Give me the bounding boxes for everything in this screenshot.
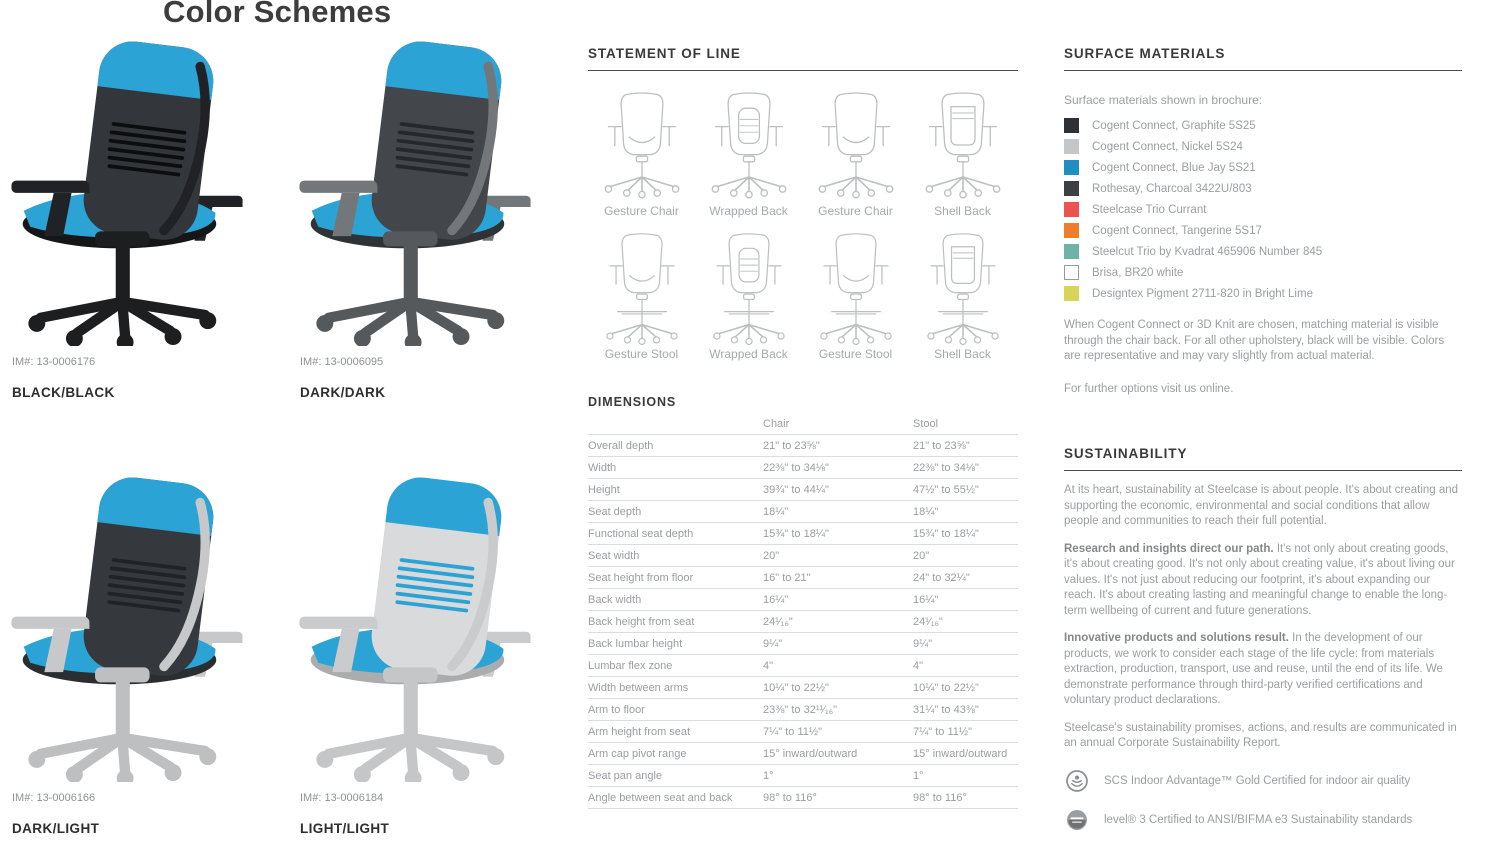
color-scheme-card bbox=[2, 472, 290, 836]
color-scheme-card bbox=[2, 36, 290, 400]
line-drawing-label: Shell Back bbox=[934, 204, 991, 218]
statement-of-line-grid bbox=[588, 87, 1018, 361]
line-drawing-item bbox=[588, 230, 695, 361]
dimension-chair-value: 21" to 23⅝" bbox=[763, 435, 913, 457]
material-label: Designtex Pigment 2711-820 in Bright Lime bbox=[1092, 287, 1313, 300]
dimension-stool-value: 4" bbox=[913, 655, 1018, 677]
dimension-chair-value: 7¼" to 11½" bbox=[763, 721, 913, 743]
certification bbox=[1064, 768, 1462, 794]
line-drawing-item bbox=[695, 230, 802, 361]
image-number: IM#: 13-0006095 bbox=[300, 356, 384, 368]
dimension-stool-value: 98° to 116° bbox=[913, 787, 1018, 809]
material-label: Cogent Connect, Tangerine 5S17 bbox=[1092, 224, 1262, 237]
line-drawing-item bbox=[909, 87, 1016, 218]
material-swatch bbox=[1064, 160, 1079, 175]
dimension-row bbox=[588, 721, 1018, 743]
line-drawing-item bbox=[695, 87, 802, 218]
dimension-row bbox=[588, 435, 1018, 457]
dimension-stool-value: 24" to 32¼" bbox=[913, 567, 1018, 589]
sustainability-heading: SUSTAINABILITY bbox=[1064, 446, 1188, 461]
dimension-label: Back lumbar height bbox=[588, 633, 763, 655]
certification bbox=[1064, 807, 1462, 833]
material-label: Rothesay, Charcoal 3422U/803 bbox=[1092, 182, 1252, 195]
section-rule bbox=[1064, 70, 1462, 71]
section-rule bbox=[588, 70, 1018, 71]
material-note: When Cogent Connect or 3D Knit are chosen, matching material is visible through the chair back. For all other upholstery, black will be visible. Colors are representative and may vary slightly from actual material. bbox=[1064, 319, 1445, 362]
scs-badge-icon bbox=[1064, 768, 1090, 794]
dimension-chair-value: 39¾" to 44¼" bbox=[763, 479, 913, 501]
dimension-chair-value: 16" to 21" bbox=[763, 567, 913, 589]
dimension-stool-value: 18¼" bbox=[913, 501, 1018, 523]
dimension-label: Height bbox=[588, 479, 763, 501]
material-swatch-list bbox=[1064, 118, 1462, 301]
material-swatch bbox=[1064, 118, 1079, 133]
dimension-row bbox=[588, 589, 1018, 611]
paragraph-text: Steelcase's sustainability promises, actions, and results are communicated in an annual Corporate Sustainability Report. bbox=[1064, 721, 1457, 749]
scheme-name: DARK/LIGHT bbox=[12, 821, 100, 836]
material-item bbox=[1064, 160, 1462, 175]
dimension-row bbox=[588, 787, 1018, 809]
dimension-chair-value: 24¹⁄₁₆" bbox=[763, 611, 913, 633]
paragraph-text: It's not only about creating goods, it's about creating good. It's not only about creating value, it's about living our values. It's not just about reducing our footprint, it's about expanding our reach. It's about creating lasting and meaningful change to enable the long-term wellbeing of current and future generations. bbox=[1064, 542, 1455, 617]
material-label: Steelcut Trio by Kvadrat 465906 Number 845 bbox=[1092, 245, 1323, 258]
image-number: IM#: 13-0006166 bbox=[12, 792, 96, 804]
dimension-row bbox=[588, 655, 1018, 677]
certification-list bbox=[1064, 768, 1462, 833]
stool-column-header: Stool bbox=[913, 413, 1018, 435]
dimension-chair-value: 4" bbox=[763, 655, 913, 677]
chair-line-icon bbox=[594, 230, 690, 346]
statement-of-line-section bbox=[588, 46, 1018, 809]
sustainability-paragraph bbox=[1064, 483, 1462, 530]
material-swatch bbox=[1064, 244, 1079, 259]
statement-of-line-heading: STATEMENT OF LINE bbox=[588, 46, 741, 61]
dimension-stool-value: 16¼" bbox=[913, 589, 1018, 611]
material-label: Brisa, BR20 white bbox=[1092, 266, 1184, 279]
options-line: For further options visit us online. bbox=[1064, 382, 1234, 395]
chair-photo bbox=[2, 36, 252, 346]
sustainability-paragraph bbox=[1064, 631, 1462, 709]
material-item bbox=[1064, 139, 1462, 154]
dimension-label: Width bbox=[588, 457, 763, 479]
dimension-stool-value: 15¾" to 18¼" bbox=[913, 523, 1018, 545]
chair-photo bbox=[290, 472, 540, 782]
dimension-stool-value: 15° inward/outward bbox=[913, 743, 1018, 765]
dimension-stool-value: 24¹⁄₁₆" bbox=[913, 611, 1018, 633]
certification-text: SCS Indoor Advantage™ Gold Certified for indoor air quality bbox=[1104, 774, 1411, 787]
material-swatch bbox=[1064, 223, 1079, 238]
material-label: Steelcase Trio Currant bbox=[1092, 203, 1207, 216]
dimension-chair-value: 20" bbox=[763, 545, 913, 567]
dimension-label: Back width bbox=[588, 589, 763, 611]
line-drawing-item bbox=[802, 230, 909, 361]
material-item bbox=[1064, 223, 1462, 238]
dimension-stool-value: 22⅜" to 34⅛" bbox=[913, 457, 1018, 479]
dimension-chair-value: 98° to 116° bbox=[763, 787, 913, 809]
sustainability-section bbox=[1064, 446, 1462, 846]
dimensions-table bbox=[588, 413, 1018, 809]
chair-line-icon bbox=[915, 230, 1011, 346]
dimension-chair-value: 18¼" bbox=[763, 501, 913, 523]
dimension-row bbox=[588, 501, 1018, 523]
dimension-row bbox=[588, 479, 1018, 501]
surface-materials-section bbox=[1064, 46, 1462, 397]
chair-line-icon bbox=[915, 87, 1011, 203]
dimension-stool-value: 20" bbox=[913, 545, 1018, 567]
dimension-label-header bbox=[588, 413, 763, 435]
dimensions-heading: DIMENSIONS bbox=[588, 395, 677, 409]
material-item bbox=[1064, 202, 1462, 217]
dimension-chair-value: 23⅜" to 32¹¹⁄₁₆" bbox=[763, 699, 913, 721]
material-item bbox=[1064, 286, 1462, 301]
image-number: IM#: 13-0006184 bbox=[300, 792, 384, 804]
color-scheme-grid bbox=[2, 36, 580, 836]
sustainability-paragraph bbox=[1064, 542, 1462, 620]
material-swatch bbox=[1064, 181, 1079, 196]
scheme-name: DARK/DARK bbox=[300, 385, 386, 400]
line-drawing-label: Gesture Chair bbox=[818, 204, 893, 218]
dimension-stool-value: 21" to 23⅝" bbox=[913, 435, 1018, 457]
material-label: Cogent Connect, Graphite 5S25 bbox=[1092, 119, 1256, 132]
material-swatch bbox=[1064, 265, 1079, 280]
dimension-stool-value: 9¼" bbox=[913, 633, 1018, 655]
certification-text: level® 3 Certified to ANSI/BIFMA e3 Sustainability standards bbox=[1104, 813, 1413, 826]
material-label: Cogent Connect, Blue Jay 5S21 bbox=[1092, 161, 1256, 174]
dimension-row bbox=[588, 699, 1018, 721]
dimension-row bbox=[588, 765, 1018, 787]
line-drawing-label: Gesture Stool bbox=[818, 347, 893, 361]
dimension-label: Width between arms bbox=[588, 677, 763, 699]
dimension-label: Back height from seat bbox=[588, 611, 763, 633]
dimensions-header-row bbox=[588, 413, 1018, 435]
dimension-row bbox=[588, 567, 1018, 589]
paragraph-text: In the development of our products, we work to consider each stage of the life cycle: from materials extraction, production, transport, use and reuse, until the end of its life. We demonstrate performance through third-party verified certifications and voluntary product declarations. bbox=[1064, 632, 1443, 706]
dimension-label: Angle between seat and back bbox=[588, 787, 763, 809]
dimension-chair-value: 1° bbox=[763, 765, 913, 787]
material-item bbox=[1064, 244, 1462, 259]
dimension-stool-value: 31¼" to 43⅜" bbox=[913, 699, 1018, 721]
chair-line-icon bbox=[594, 87, 690, 203]
sustainability-paragraph bbox=[1064, 721, 1462, 752]
chair-column-header: Chair bbox=[763, 413, 913, 435]
page-title: Color Schemes bbox=[163, 0, 392, 29]
paragraph-lead: Research and insights direct our path. bbox=[1064, 542, 1274, 555]
chair-line-icon bbox=[808, 87, 904, 203]
dimension-label: Seat pan angle bbox=[588, 765, 763, 787]
surface-materials-heading: SURFACE MATERIALS bbox=[1064, 46, 1226, 61]
dimension-row bbox=[588, 633, 1018, 655]
surface-materials-intro: Surface materials shown in brochure: bbox=[1064, 93, 1263, 107]
dimension-stool-value: 7¼" to 11½" bbox=[913, 721, 1018, 743]
level-badge-icon bbox=[1064, 807, 1090, 833]
dimension-chair-value: 9¼" bbox=[763, 633, 913, 655]
dimension-label: Overall depth bbox=[588, 435, 763, 457]
line-drawing-label: Shell Back bbox=[934, 347, 991, 361]
dimension-row bbox=[588, 545, 1018, 567]
dimension-stool-value: 47½" to 55½" bbox=[913, 479, 1018, 501]
dimension-chair-value: 22⅜" to 34⅛" bbox=[763, 457, 913, 479]
chair-line-icon bbox=[808, 230, 904, 346]
scheme-name: LIGHT/LIGHT bbox=[300, 821, 390, 836]
scheme-name: BLACK/BLACK bbox=[12, 385, 115, 400]
section-rule bbox=[1064, 470, 1462, 471]
dimension-label: Arm height from seat bbox=[588, 721, 763, 743]
material-item bbox=[1064, 181, 1462, 196]
line-drawing-label: Gesture Stool bbox=[604, 347, 679, 361]
dimension-chair-value: 15° inward/outward bbox=[763, 743, 913, 765]
material-label: Cogent Connect, Nickel 5S24 bbox=[1092, 140, 1243, 153]
dimension-chair-value: 15¾" to 18¼" bbox=[763, 523, 913, 545]
color-scheme-card bbox=[290, 36, 578, 400]
chair-line-icon bbox=[701, 230, 797, 346]
dimension-label: Seat width bbox=[588, 545, 763, 567]
line-drawing-label: Wrapped Back bbox=[709, 347, 788, 361]
material-swatch bbox=[1064, 139, 1079, 154]
dimension-row bbox=[588, 611, 1018, 633]
color-scheme-card bbox=[290, 472, 578, 836]
paragraph-lead: Innovative products and solutions result. bbox=[1064, 632, 1289, 644]
dimension-chair-value: 16¼" bbox=[763, 589, 913, 611]
dimension-chair-value: 10¼" to 22½" bbox=[763, 677, 913, 699]
line-drawing-label: Gesture Chair bbox=[604, 204, 679, 218]
image-number: IM#: 13-0006176 bbox=[12, 356, 96, 368]
dimension-label: Lumbar flex zone bbox=[588, 655, 763, 677]
dimension-label: Seat depth bbox=[588, 501, 763, 523]
line-drawing-item bbox=[802, 87, 909, 218]
line-drawing-label: Wrapped Back bbox=[709, 204, 788, 218]
chair-photo bbox=[290, 36, 540, 346]
line-drawing-item bbox=[588, 87, 695, 218]
dimension-row bbox=[588, 523, 1018, 545]
material-item bbox=[1064, 265, 1462, 280]
material-item bbox=[1064, 118, 1462, 133]
sustainability-paragraphs bbox=[1064, 483, 1462, 752]
dimension-label: Seat height from floor bbox=[588, 567, 763, 589]
material-swatch bbox=[1064, 286, 1079, 301]
paragraph-text: At its heart, sustainability at Steelcase is about people. It's about creating and supporting the economic, environmental and social conditions that allow people and communities to reach their full potential. bbox=[1064, 484, 1459, 527]
material-swatch bbox=[1064, 202, 1079, 217]
dimension-stool-value: 1° bbox=[913, 765, 1018, 787]
dimension-label: Functional seat depth bbox=[588, 523, 763, 545]
dimension-row bbox=[588, 457, 1018, 479]
chair-line-icon bbox=[701, 87, 797, 203]
dimension-stool-value: 10¼" to 22½" bbox=[913, 677, 1018, 699]
dimension-label: Arm to floor bbox=[588, 699, 763, 721]
chair-photo bbox=[2, 472, 252, 782]
dimension-label: Arm cap pivot range bbox=[588, 743, 763, 765]
dimension-row bbox=[588, 743, 1018, 765]
dimension-row bbox=[588, 677, 1018, 699]
line-drawing-item bbox=[909, 230, 1016, 361]
